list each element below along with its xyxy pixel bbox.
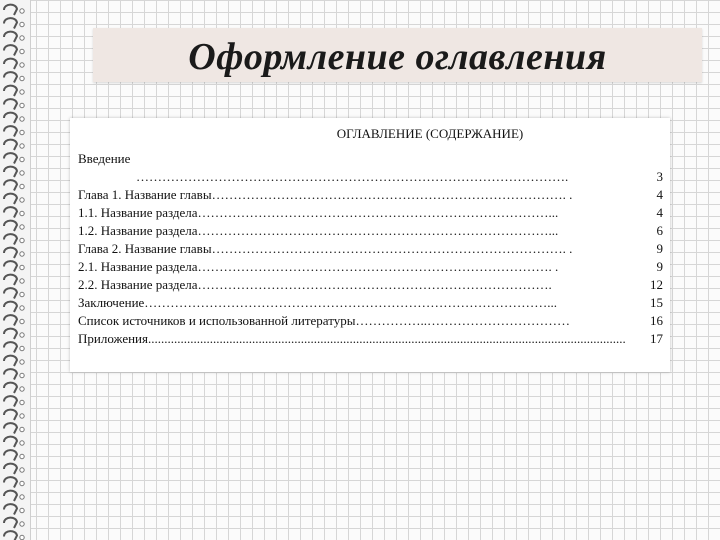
slide-title-bar [93, 28, 702, 82]
toc-entry-page: 9 [656, 241, 663, 256]
toc-entry-page: 17 [650, 331, 663, 346]
toc-entry-label: 2.2. Название раздела [78, 277, 198, 292]
toc-entry-label: Заключение [78, 295, 145, 310]
spiral-hole [20, 441, 24, 445]
spiral-hole [20, 319, 24, 323]
spiral-hole [20, 171, 24, 175]
spiral-hole [20, 535, 24, 539]
toc-entry-leader: ………………………………………………………………………. . [211, 241, 573, 256]
toc-entry-page: 15 [650, 295, 663, 310]
spiral-hole [20, 279, 24, 283]
toc-entry-label: Список источников и использованной литературы [78, 313, 356, 328]
spiral-hole [20, 360, 24, 364]
spiral-ring [4, 356, 17, 366]
spiral-ring [4, 288, 17, 298]
spiral-hole [20, 144, 24, 148]
spiral-ring [4, 248, 17, 258]
spiral-hole [20, 117, 24, 121]
toc-entry-leader: ................................................................................................................................................... [147, 331, 626, 346]
toc-entry [78, 276, 663, 294]
spiral-hole [20, 184, 24, 188]
spiral-ring [4, 167, 17, 177]
spiral-ring [4, 194, 17, 204]
spiral-hole [20, 387, 24, 391]
spiral-hole [20, 103, 24, 107]
spiral-ring [4, 45, 17, 55]
toc-entry-page: 4 [656, 187, 663, 202]
spiral-hole [20, 400, 24, 404]
spiral-hole [20, 481, 24, 485]
toc-list [78, 150, 663, 348]
spiral-ring [4, 140, 17, 150]
spiral-ring [4, 464, 17, 474]
spiral-hole [20, 414, 24, 418]
toc-entry [78, 204, 663, 222]
toc-heading: ОГЛАВЛЕНИЕ (СОДЕРЖАНИЕ) [336, 126, 524, 141]
spiral-hole [20, 238, 24, 242]
spiral-hole [20, 427, 24, 431]
toc-entry-label: 2.1. Название раздела [78, 259, 198, 274]
spiral-ring [4, 437, 17, 447]
spiral-ring [4, 234, 17, 244]
spiral-ring [4, 261, 17, 271]
spiral-hole [20, 22, 24, 26]
spiral-hole [20, 522, 24, 526]
spiral-hole [20, 508, 24, 512]
spiral-ring [4, 329, 17, 339]
spiral-hole [20, 468, 24, 472]
toc-entry-leader: ………………………………………………………………………. . [211, 187, 573, 202]
toc-entry-label: 1.2. Название раздела [78, 223, 198, 238]
spiral-hole [20, 292, 24, 296]
toc-entry-page: 4 [656, 205, 663, 220]
toc-entry-leader: ………………………………………………………………………. [197, 277, 552, 292]
spiral-hole [20, 252, 24, 256]
spiral-hole [20, 76, 24, 80]
spiral-hole [20, 454, 24, 458]
spiral-ring [4, 72, 17, 82]
toc-document [70, 118, 670, 372]
spiral-hole [20, 225, 24, 229]
spiral-ring [4, 86, 17, 96]
spiral-ring [4, 342, 17, 352]
toc-entry-leader: ………………………………………………………………………... [197, 205, 559, 220]
spiral-ring [4, 315, 17, 325]
spiral-hole [20, 90, 24, 94]
spiral-hole [20, 49, 24, 53]
toc-entry [78, 330, 663, 348]
toc-entry-leader: ………………………………………………………………………………………. [136, 169, 569, 184]
toc-entry-page: 3 [656, 169, 663, 184]
spiral-ring [4, 207, 17, 217]
toc-entry-page: 6 [656, 223, 663, 238]
spiral-hole [20, 306, 24, 310]
spiral-ring [4, 5, 17, 15]
spiral-hole [20, 36, 24, 40]
notebook-spiral-binding [0, 0, 31, 540]
spiral-ring [4, 221, 17, 231]
toc-entry-label: 1.1. Название раздела [78, 205, 198, 220]
spiral-ring [4, 410, 17, 420]
toc-entry-page: 12 [650, 277, 663, 292]
toc-entry [78, 222, 663, 240]
spiral-ring [4, 504, 17, 514]
spiral-ring [4, 450, 17, 460]
spiral-hole [20, 346, 24, 350]
spiral-ring [4, 518, 17, 528]
toc-entry [78, 240, 663, 258]
spiral-ring [4, 477, 17, 487]
toc-entry-label: Глава 2. Название главы [78, 241, 212, 256]
spiral-hole [20, 265, 24, 269]
toc-entry-page: 16 [650, 313, 663, 328]
toc-entry-leader: ………………………………………………………………………... [197, 223, 559, 238]
toc-intro-label: Введение [78, 151, 131, 166]
toc-entry-leader: …………………………………………………………………………………... [144, 295, 558, 310]
spiral-hole [20, 130, 24, 134]
toc-entry [78, 312, 663, 330]
slide-title: Оформление оглавления [188, 36, 607, 78]
toc-entry-leader: ……………..…………………………… [355, 313, 570, 328]
spiral-ring [4, 302, 17, 312]
spiral-ring [4, 369, 17, 379]
spiral-ring [4, 126, 17, 136]
spiral-ring [4, 531, 17, 540]
spiral-ring [4, 32, 17, 42]
spiral-ring [4, 113, 17, 123]
spiral-ring [4, 59, 17, 69]
spiral-rings-icon [0, 0, 30, 540]
spiral-hole [20, 495, 24, 499]
toc-entry [78, 186, 663, 204]
toc-entry [78, 168, 663, 186]
toc-entry [78, 258, 663, 276]
spiral-ring [4, 383, 17, 393]
spiral-ring [4, 153, 17, 163]
spiral-hole [20, 157, 24, 161]
spiral-hole [20, 198, 24, 202]
spiral-ring [4, 396, 17, 406]
toc-entry [78, 294, 663, 312]
spiral-ring [4, 180, 17, 190]
spiral-hole [20, 9, 24, 13]
toc-entry-page: 9 [656, 259, 663, 274]
spiral-hole [20, 63, 24, 67]
spiral-ring [4, 275, 17, 285]
toc-entry-label: Глава 1. Название главы [78, 187, 212, 202]
toc-entry-leader: ………………………………………………………………………. . [197, 259, 559, 274]
spiral-ring [4, 423, 17, 433]
spiral-ring [4, 99, 17, 109]
spiral-ring [4, 18, 17, 28]
spiral-hole [20, 333, 24, 337]
spiral-hole [20, 373, 24, 377]
spiral-hole [20, 211, 24, 215]
spiral-ring [4, 491, 17, 501]
toc-entry-label: Приложения [78, 331, 148, 346]
